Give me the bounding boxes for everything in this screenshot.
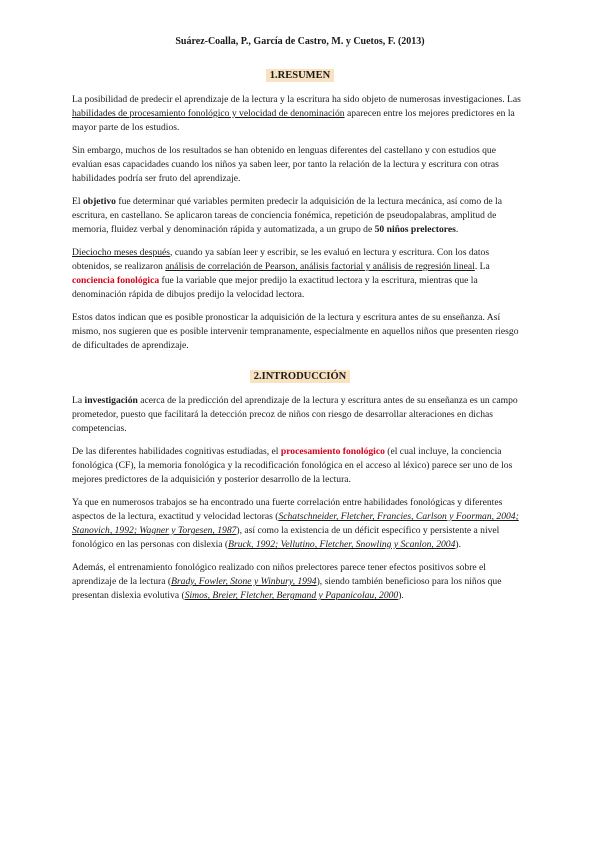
underlined-phrase: análisis de correlación de Pearson, análisis factorial y análisis de regresión lineal [165, 261, 475, 272]
highlighted-term: conciencia fonológica [72, 275, 160, 286]
citation-reference: Bruck, 1992; Vellutino, Fletcher, Snowling y Scanlon, 2004 [228, 539, 456, 550]
citation-reference: Brady, Fowler, Stone y Winbury, 1994 [171, 576, 317, 587]
resumen-paragraph-5: Estos datos indican que es posible pronosticar la adquisición de la lectura y escritura antes de su enseñanza. Así mismo, nos sugieren que es posible intervenir tempranamente, especialmente en aquellos niños que presenten riesgo de dificultades de aprendizaje. [72, 312, 519, 351]
highlighted-term: procesamiento fonológico [280, 446, 385, 457]
citation-reference: Simos, Breier, Fletcher, Bergmand y Papanicolau, 2000 [184, 590, 399, 601]
resumen-paragraph-3: El objetivo fue determinar qué variables permiten predecir la adquisición de la lectura mecánica, así como de la escritura, en castellano. Se aplicaron tareas de conciencia fonémica, repetición de pseudopalabras, amplitud de memoria, fluidez verbal y denominación rápida y automatizada, a un grupo de 50 niños prelectores. [72, 196, 502, 235]
intro-paragraph-1: La investigación acerca de la predicción del aprendizaje de la lectura y escritura antes de su enseñanza es un campo prometedor, puesto que facilitará la detección precoz de niños con riesgo de desarrollar alteraciones en dichas competencias. [72, 395, 518, 434]
bold-term: investigación [84, 395, 138, 406]
bold-term: objetivo [82, 196, 116, 207]
intro-paragraph-3: Ya que en numerosos trabajos se ha encontrado una fuerte correlación entre habilidades fonológicas y diferentes aspectos de la lectura, exactitud y velocidad lectoras (Schatschneider, Fletcher, Francies, Carlson y Foorman, 2004; Stanovich, 1992; Wagner y Torgesen, 1987), así como la existencia de un déficit específico y persistente a nivel fonológico en las personas con dislexia (Bruck, 1992; Vellutino, Fletcher, Snowling y Scanlon, 2004). [72, 497, 519, 550]
section-title-introduccion: 2.INTRODUCCIÓN [72, 368, 528, 384]
resumen-paragraph-4: Dieciocho meses después, cuando ya sabían leer y escribir, se les evaluó en lectura y escritura. Con los datos obtenidos, se realizaron análisis de correlación de Pearson, análisis factorial y análisis de regresión lineal. La conciencia fonológica fue la variable que mejor predijo la exactitud lectora y la escritura, mientras que la denominación rápida de dibujos predijo la velocidad lectora. [72, 247, 490, 300]
bold-term: 50 niños prelectores [374, 224, 456, 235]
citation-reference: Schatschneider, Fletcher, Francies, Carlson y Foorman, 2004; Stanovich, 1992; Wagner y Torgesen, 1987 [72, 511, 519, 536]
intro-paragraph-2: De las diferentes habilidades cognitivas estudiadas, el procesamiento fonológico (el cual incluye, la conciencia fonológica (CF), la memoria fonológica y la recodificación fonológica en el acceso al léxico) parece ser uno de los mejores predictores de la adquisición y posterior desarrollo de la lectura. [72, 446, 513, 485]
underlined-phrase: Dieciocho meses después [72, 247, 171, 258]
resumen-paragraph-1: La posibilidad de predecir el aprendizaje de la lectura y la escritura ha sido objeto de numerosas investigaciones. Las habilidades de procesamiento fonológico y velocidad de denominación aparecen entre los mejores predictores en la mayor parte de los estudios. [72, 94, 521, 133]
intro-paragraph-4: Además, el entrenamiento fonológico realizado con niños prelectores parece tener efectos positivos sobre el aprendizaje de la lectura (Brady, Fowler, Stone y Winbury, 1994), siendo también beneficioso para los niños que presentan dislexia evolutiva (Simos, Breier, Fletcher, Bergmand y Papanicolau, 2000). [72, 562, 502, 601]
citation-header: Suárez-Coalla, P., García de Castro, M. y Cuetos, F. (2013) [175, 36, 425, 47]
resumen-paragraph-2: Sin embargo, muchos de los resultados se han obtenido en lenguas diferentes del castellano y con estudios que evalúan esas capacidades cuando los niños ya saben leer, por tanto la relación de la lectura y escritura con otras habilidades podría ser fruto del aprendizaje. [72, 145, 499, 184]
section-title-resumen: 1.RESUMEN [72, 67, 528, 83]
underlined-phrase: habilidades de procesamiento fonológico y velocidad de denominación [72, 108, 345, 119]
